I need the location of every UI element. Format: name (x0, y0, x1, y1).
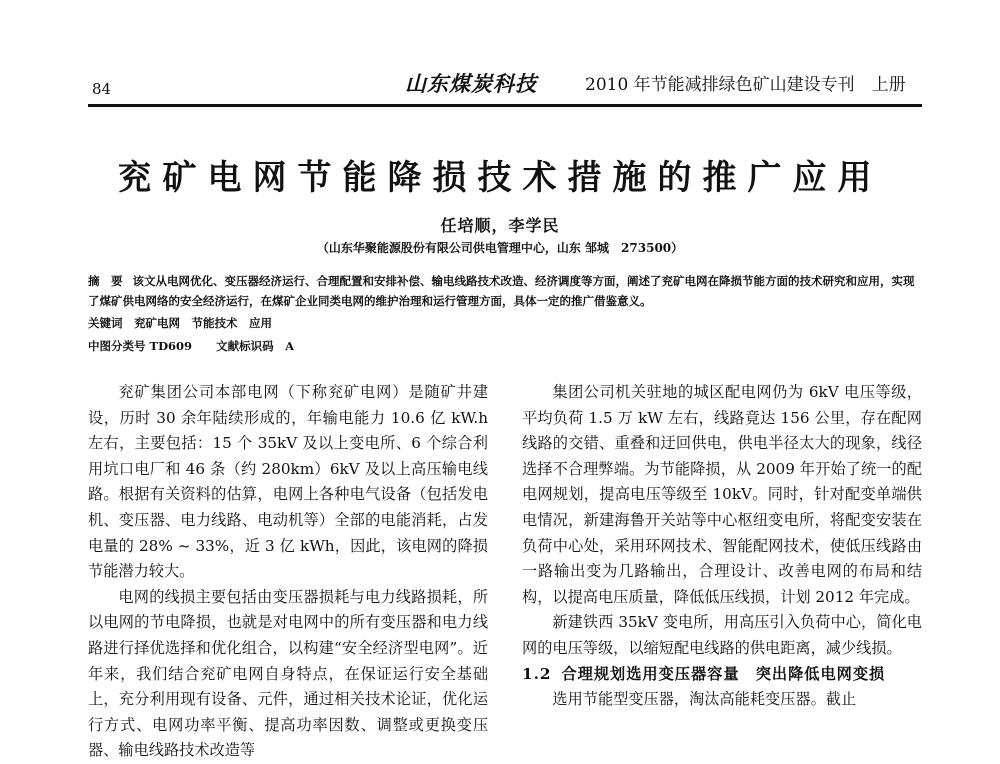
classification-code: TD609 (149, 339, 193, 353)
body-paragraph: 兖矿集团公司本部电网（下称兖矿电网）是随矿井建设，历时 30 余年陆续形成的，年输电能力 10.6 亿 kW.h 左右，主要包括：15 个 35kV 及以上变电所、6 个综合利用坑口电厂和 46 条（约 280km）6kV 及以上高压输电线路。根据有关资料的估算，电网上各种电气设备（包括发电机、变压器、电力线路、电动机等）全部的电能消耗，占发电量的 28% ~ 33%，近 3 亿 kWh，因此，该电网的降损节能潜力较大。 (88, 383, 488, 581)
abstract-paragraph (88, 271, 922, 311)
section-title: 合理规划选用变压器容量 突出降低电网变损 (561, 664, 886, 683)
keywords-label: 关键词 (88, 316, 123, 330)
doc-code-value: A (285, 339, 295, 353)
keywords-line (88, 315, 272, 331)
classification-line (88, 338, 294, 354)
body-paragraph: 集团公司机关驻地的城区配电网仍为 6kV 电压等级，平均负荷 1.5 万 kW 左右，线路竟达 156 公里，存在配网线路的交错、重叠和迂回供电，供电半径太大的现象，线径选择不合理弊端。为节能降损，从 2009 年开始了统一的配电网规划，提高电压等级至 10kV。同时，针对配变单端供电情况，新建海鲁开关站等中心枢纽变电所，将配变安装在负荷中心处，采用环网技术、智能配网技术，使低压线路由一路输出变为几路输出，合理设计、改善电网的布局和结构，以提高电压质量，降低低压线损，计划 2012 年完成。 (522, 383, 922, 606)
keywords-text: 兖矿电网 节能技术 应用 (134, 316, 272, 330)
doc-code-label: 文献标识码 (216, 339, 274, 353)
section-heading (522, 662, 922, 688)
authors: 任培顺，李学民 (440, 216, 560, 235)
affiliation: （山东华聚能源股份有限公司供电管理中心，山东 邹城 273500） (316, 241, 684, 255)
body-paragraph: 选用节能型变压器，淘汰高能耗变压器。截止 (552, 690, 857, 709)
header-rule (88, 104, 922, 107)
abstract (88, 271, 922, 311)
section-number: 1.2 (522, 664, 552, 683)
abstract-text: 该文从电网优化、变压器经济运行、合理配置和安排补偿、输电线路技术改造、经济调度等方面，阐述了兖矿电网在降损节能方面的技术研究和应用，实现了煤矿供电网络的安全经济运行，在煤矿企业同类电网的维护治理和运行管理方面，具体一定的推广借鉴意义。 (88, 274, 915, 308)
page-number: 84 (92, 80, 112, 98)
body-paragraph: 电网的线损主要包括由变压器损耗与电力线路损耗，所以电网的节电降损，也就是对电网中的所有变压器和电力线路进行择优选择和优化组合，以构建“安全经济型电网”。近年来，我们结合兖矿电网自身特点，在保证运行安全基础上，充分利用现有设备、元件，通过相关技术论证，优化运行方式、电网功率平衡、提高功率因数、调整或更换变压器、输电线路技术改造等 (88, 587, 488, 760)
abstract-label: 摘 要 (88, 274, 123, 288)
body-column-right (522, 380, 922, 713)
body-column-left (88, 380, 488, 764)
article-title: 兖矿电网节能降损技术措施的推广应用 (117, 158, 883, 198)
journal-logo: 山东煤炭科技 (405, 71, 537, 96)
body-paragraph: 新建铁西 35kV 变电所，用高压引入负荷中心，简化电网的电压等级，以缩短配电线路的供电距离，减少线损。 (522, 613, 922, 657)
issue-title: 2010 年节能减排绿色矿山建设专刊 上册 (585, 75, 906, 95)
classification-label: 中图分类号 (88, 339, 146, 353)
